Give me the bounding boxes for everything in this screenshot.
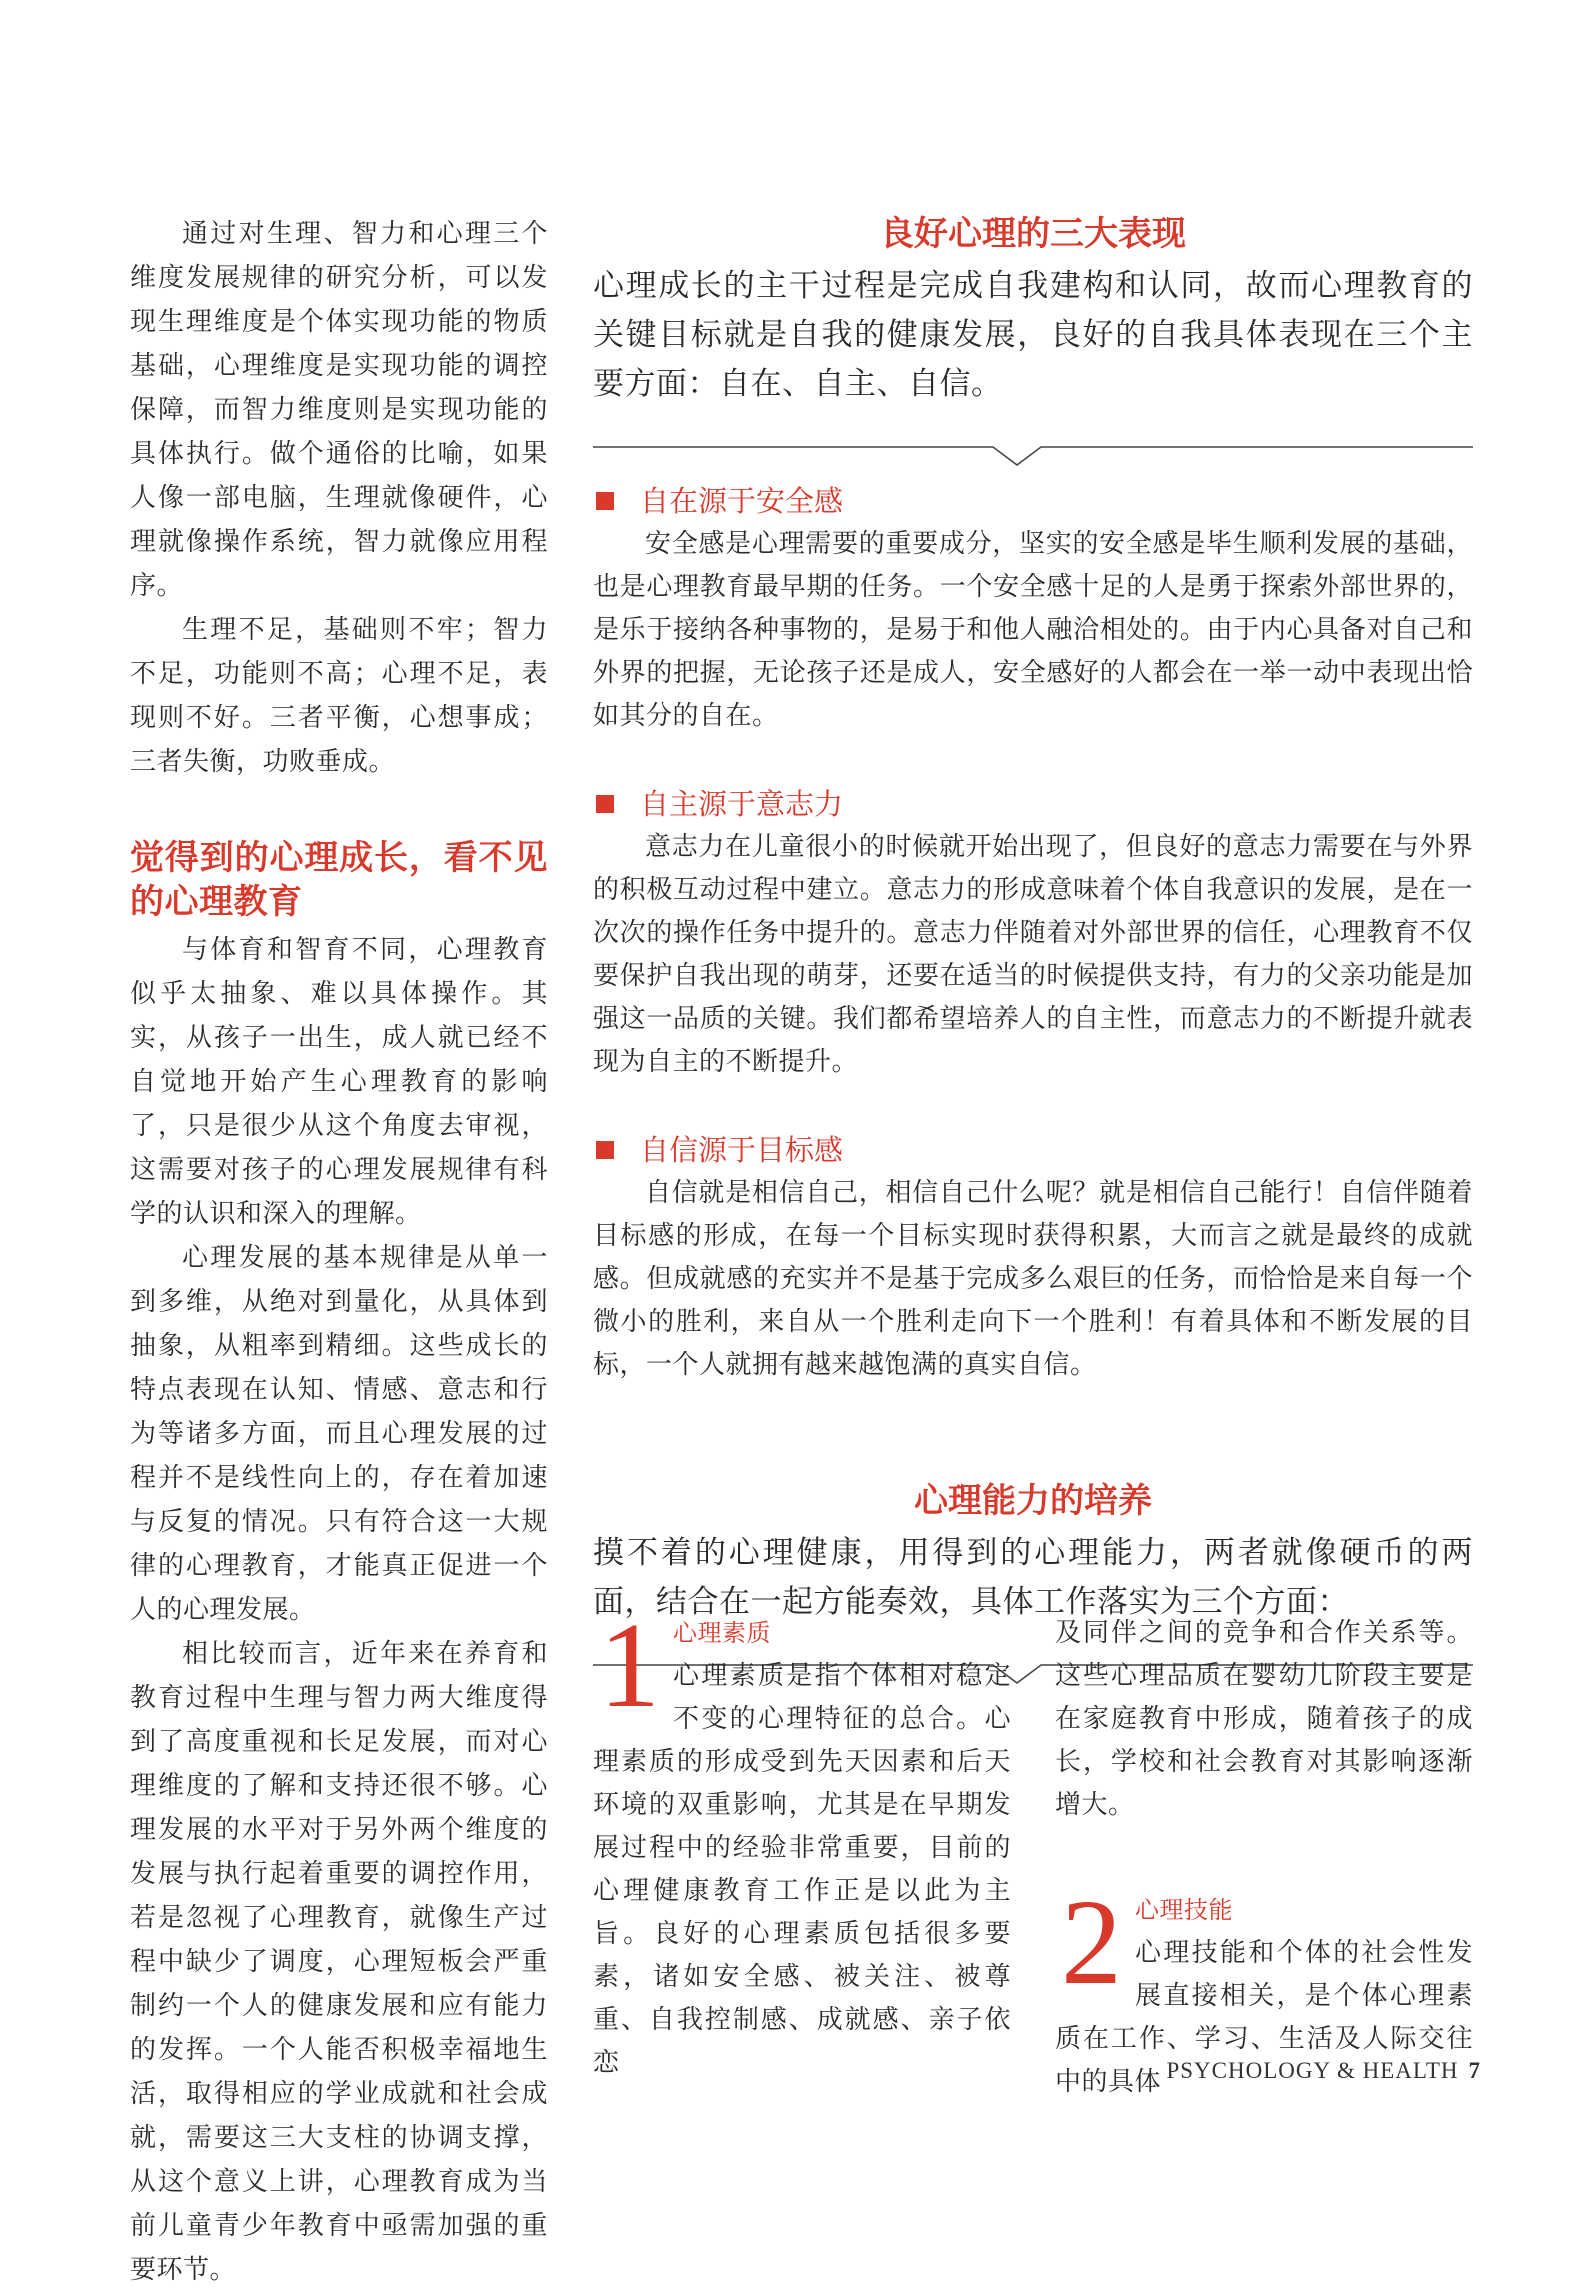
item-number: 1 — [599, 1598, 661, 1733]
section-intro: 摸不着的心理健康，用得到的心理能力，两者就像硬币的两面，结合在一起方能奏效，具体工作落实为三个方面： — [593, 1535, 1473, 1620]
section-title: 心理能力的培养 — [914, 1481, 1152, 1521]
section-title: 良好心理的三大表现 — [880, 214, 1186, 254]
sub-heading-label: 自主源于意志力 — [640, 787, 844, 821]
section-heading: 觉得到的心理成长，看不见的心理教育 — [130, 838, 548, 922]
sub-heading — [593, 784, 1473, 824]
divider — [593, 435, 1473, 467]
divider-line — [593, 435, 1473, 467]
left-column — [130, 212, 548, 2292]
paragraph: 相比较而言，近年来在养育和教育过程中生理与智力两大维度得到了高度重视和长足发展，而对心理维度的了解和支持还很不够。心理发展的水平对于另外两个维度的发展与执行起着重要的调控作用，若是忽视了心理教育，就像生产过程中缺少了调度，心理短板会严重制约一个人的健康发展和应有能力的发挥。一个人能否积极幸福地生活，取得相应的学业成就和社会成就，需要这三大支柱的协调支撑，从这个意义上讲，心理教育成为当前儿童青少年教育中亟需加强的重要环节。 — [130, 1639, 548, 2285]
sub-body: 自信就是相信自己，相信自己什么呢？就是相信自己能行！自信伴随着目标感的形成，在每一个目标实现时获得积累，大而言之就是最终的成就感。但成就感的充实并不是基于完成多么艰巨的任务，而恰恰是来自每一个微小的胜利，来自从一个胜利走向下一个胜利！有着具体和不断发展的目标，一个人就拥有越来越饱满的真实自信。 — [593, 1178, 1473, 1380]
item-title: 心理技能 — [1135, 1896, 1233, 1924]
sub-heading — [593, 1130, 1473, 1170]
square-bullet-icon — [596, 795, 614, 813]
sub-body: 意志力在儿童很小的时候就开始出现了，但良好的意志力需要在与外界的积极互动过程中建立。意志力的形成意味着个体自我意识的发展，是在一次次的操作任务中提升的。意志力伴随着对外部世界的信任，心理教育不仅要保护自我出现的萌芽，还要在适当的时候提供支持，有力的父亲功能是加强这一品质的关键。我们都希望培养人的自主性，而意志力的不断提升就表现为自主的不断提升。 — [593, 832, 1473, 1077]
section-intro: 心理成长的主干过程是完成自我建构和认同，故而心理教育的关键目标就是自我的健康发展，良好的自我具体表现在三个主要方面：自在、自主、自信。 — [593, 268, 1473, 402]
paragraph: 生理不足，基础则不牢；智力不足，功能则不高；心理不足，表现则不好。三者平衡，心想事成；三者失衡，功败垂成。 — [130, 615, 548, 777]
item-number: 2 — [1061, 1875, 1123, 2010]
sub-columns — [593, 1598, 1473, 2104]
sub-column-left — [593, 1598, 1011, 2104]
item-title: 心理素质 — [673, 1619, 771, 1647]
page-number: 7 — [1468, 2058, 1481, 2083]
sub-heading-label: 自信源于目标感 — [640, 1133, 844, 1167]
square-bullet-icon — [596, 492, 614, 510]
paragraph: 通过对生理、智力和心理三个维度发展规律的研究分析，可以发现生理维度是个体实现功能的物质基础，心理维度是实现功能的调控保障，而智力维度则是实现功能的具体执行。做个通俗的比喻，如果人像一部电脑，生理就像硬件，心理就像操作系统，智力就像应用程序。 — [130, 219, 548, 601]
sub-body: 安全感是心理需要的重要成分，坚实的安全感是毕生顺利发展的基础，也是心理教育最早期的任务。一个安全感十足的人是勇于探索外部世界的，是乐于接纳各种事物的，是易于和他人融洽相处的。由于内心具备对自己和外界的把握，无论孩子还是成人，安全感好的人都会在一举一动中表现出恰如其分的自在。 — [593, 529, 1473, 731]
sub-heading-label: 自在源于安全感 — [640, 484, 844, 518]
page-footer — [1166, 2058, 1481, 2084]
paragraph: 心理发展的基本规律是从单一到多维，从绝对到量化，从具体到抽象，从粗率到精细。这些成长的特点表现在认知、情感、意志和行为等诸多方面，而且心理发展的过程并不是线性向上的，存在着加速与反复的情况。只有符合这一大规律的心理教育，才能真正促进一个人的心理发展。 — [130, 1243, 548, 1625]
magazine-name: PSYCHOLOGY & HEALTH — [1166, 2058, 1459, 2083]
right-column — [593, 212, 1473, 1699]
square-bullet-icon — [596, 1141, 614, 1159]
paragraph: 与体育和智育不同，心理教育似乎太抽象、难以具体操作。其实，从孩子一出生，成人就已经不自觉地开始产生心理教育的影响了，只是很少从这个角度去审视，这需要对孩子的心理发展规律有科学的认识和深入的理解。 — [130, 935, 548, 1229]
numbered-item — [593, 1598, 1011, 2085]
item-body: 心理技能和个体的社会性发展直接相关，是个体心理素质在工作、学习、生活及人际交往中的具体 — [1055, 1938, 1473, 2097]
sub-heading — [593, 481, 1473, 521]
sub-column-right — [1055, 1612, 1473, 2104]
item-body: 心理素质是指个体相对稳定不变的心理特征的总合。心理素质的形成受到先天因素和后天环境的双重影响，尤其是在早期发展过程中的经验非常重要，目前的心理健康教育工作正是以此为主旨。良好的心理素质包括很多要素，诸如安全感、被关注、被尊重、自我控制感、成就感、亲子依恋 — [593, 1661, 1011, 2078]
item-body-continued: 及同伴之间的竞争和合作关系等。这些心理品质在婴幼儿阶段主要是在家庭教育中形成，随着孩子的成长，学校和社会教育对其影响逐渐增大。 — [1055, 1618, 1473, 1820]
